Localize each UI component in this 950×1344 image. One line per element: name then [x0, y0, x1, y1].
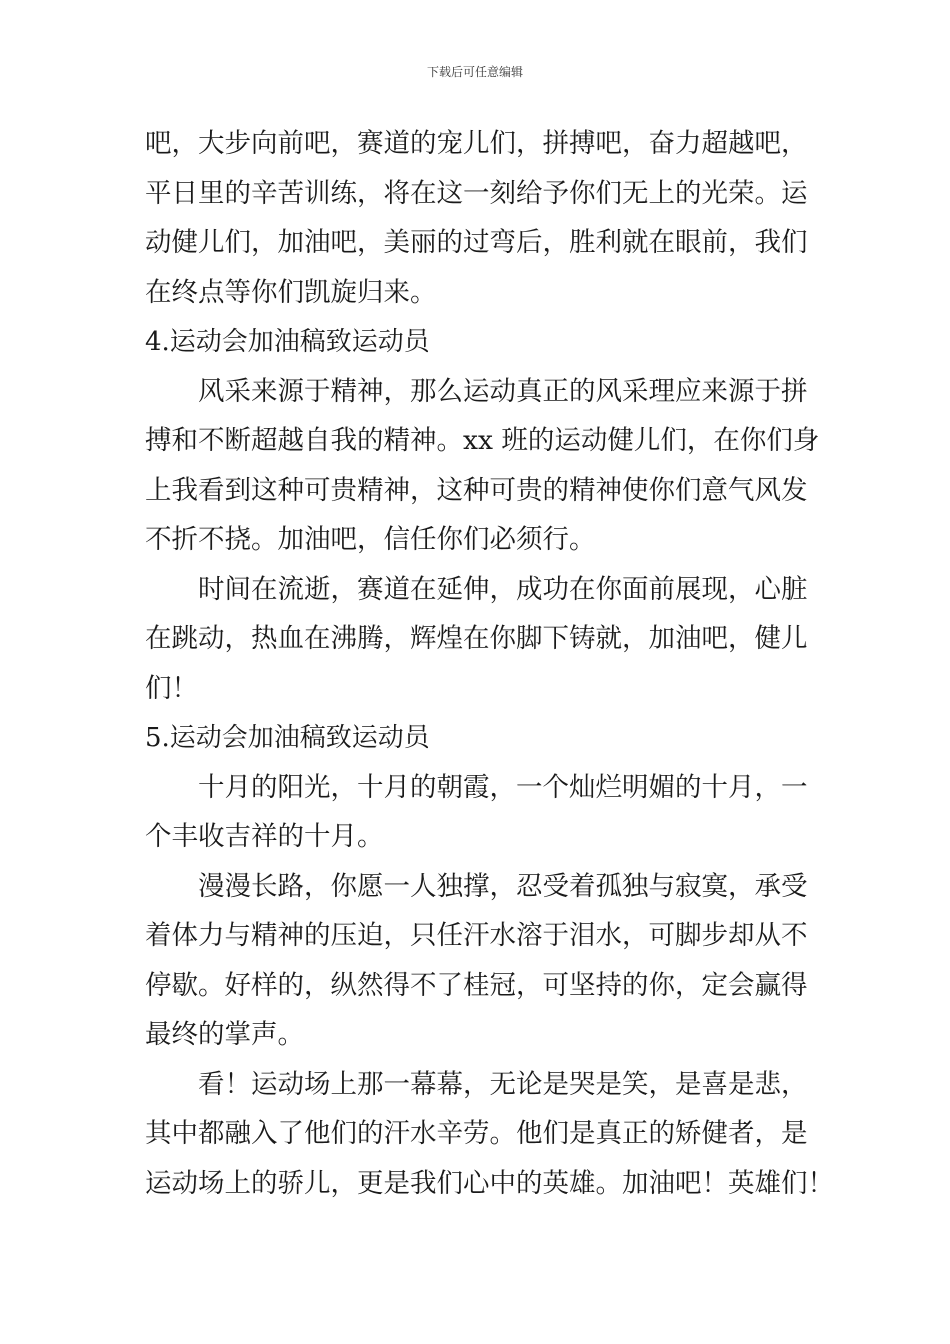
text-line: 吧，大步向前吧，赛道的宠儿们，拼搏吧，奋力超越吧，	[145, 128, 808, 159]
text-line: 运动场上的骄儿，更是我们心中的英雄。加油吧！英雄们！	[145, 1167, 834, 1199]
document-body	[145, 126, 834, 1215]
text-line: 在终点等你们凯旋归来。	[145, 276, 437, 308]
paragraph-first-line: 时间在流逝，赛道在延伸，成功在你面前展现，心脏	[198, 573, 808, 605]
text-line: 上我看到这种可贵精神，这种可贵的精神使你们意气风发	[145, 474, 808, 506]
paragraph-first-line: 风采来源于精神，那么运动真正的风采理应来源于拼	[198, 375, 808, 407]
paragraph-first-line: 看！运动场上那一幕幕，无论是哭是笑，是喜是悲，	[198, 1068, 808, 1100]
text-line: 不折不挠。加油吧，信任你们必须行。	[145, 524, 596, 555]
text-line: 搏和不断超越自我的精神。xx 班的运动健儿们，在你们身	[145, 425, 820, 456]
text-line: 最终的掌声。	[145, 1019, 304, 1050]
text-line: 动健儿们，加油吧，美丽的过弯后，胜利就在眼前，我们	[145, 227, 808, 258]
text-line: 个丰收吉祥的十月。	[145, 821, 384, 852]
paragraph-first-line: 十月的阳光，十月的朝霞，一个灿烂明媚的十月，一	[198, 771, 808, 803]
section-heading: 5.运动会加油稿致运动员	[145, 723, 430, 753]
text-line: 着体力与精神的压迫，只任汗水溶于泪水，可脚步却从不	[145, 920, 808, 951]
text-line: 平日里的辛苦训练，将在这一刻给予你们无上的光荣。运	[145, 177, 808, 209]
text-line: 们！	[145, 672, 198, 704]
text-line: 其中都融入了他们的汗水辛劳。他们是真正的矫健者，是	[145, 1118, 808, 1149]
text-line: 停歇。好样的，纵然得不了桂冠，可坚持的你，定会赢得	[145, 969, 808, 1001]
text-line: 在跳动，热血在沸腾，辉煌在你脚下铸就，加油吧，健儿	[145, 623, 808, 654]
page-header: 下载后可任意编辑	[426, 65, 523, 79]
paragraph-first-line: 漫漫长路，你愿一人独撑，忍受着孤独与寂寞，承受	[198, 870, 808, 902]
section-heading: 4.运动会加油稿致运动员	[145, 327, 430, 357]
